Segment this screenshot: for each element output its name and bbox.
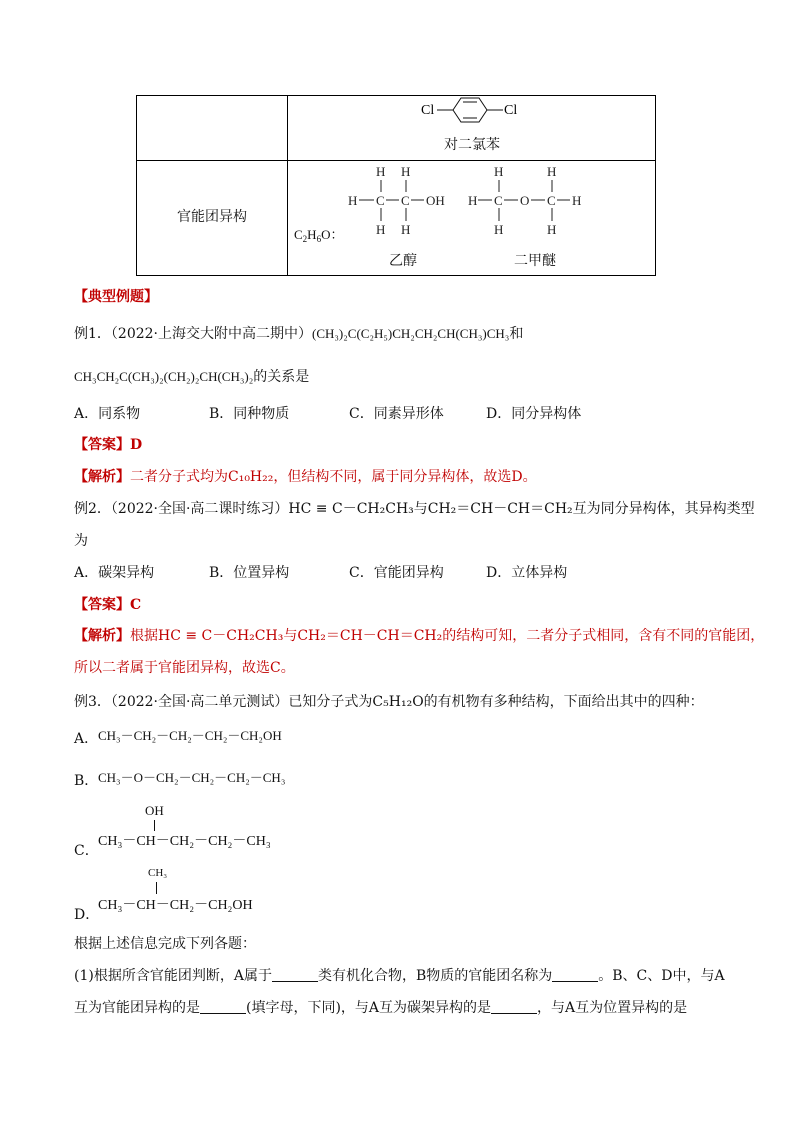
ex2-option-d: D．立体异构 xyxy=(486,565,568,581)
ex1-option-b: B．同种物质 xyxy=(209,406,290,422)
ex3-q1-part-e: (填字母，下同)，与A互为碳架异构的是 xyxy=(246,1000,492,1016)
ethanol-structure xyxy=(344,160,454,240)
ex1-analysis xyxy=(74,466,537,486)
ex3-a-formula: CH₃－CH₂－CH₂－CH₂－CH₂OH xyxy=(98,728,282,743)
ex3-d-bond xyxy=(156,882,157,894)
ex3-a-label: A． xyxy=(74,731,99,747)
ex2-analysis-line1 xyxy=(74,625,764,645)
ex2-answer: 【答案】C xyxy=(74,597,142,613)
ex3-c-formula: CH₃－CH－CH₂－CH₂－CH₃ xyxy=(98,834,271,849)
ex3-q1-part-a: (1)根据所含官能团判断，A属于 xyxy=(74,968,272,984)
ex3-c-oh: OH xyxy=(145,803,164,818)
dichlorobenzene-structure xyxy=(415,96,535,126)
ether-c2: C xyxy=(547,193,556,208)
formula-c-sub: 2 xyxy=(302,234,308,244)
ex3-b-label: B． xyxy=(74,773,99,789)
ether-h-top2: H xyxy=(547,164,557,179)
cl-left-label: Cl xyxy=(421,103,435,118)
ex3-q1-part-f: ，与A互为位置异构的是 xyxy=(537,1000,688,1016)
dimethyl-ether-structure xyxy=(466,160,590,240)
ex1-source: 例1．（2022·上海交大附中高二期中） xyxy=(74,326,312,342)
ex2-analysis-text1: 根据HC ≡ C－CH₂CH₃与CH₂＝CH－CH＝CH₂的结构可知，二者分子式相同，含有不同的官能团， xyxy=(130,628,765,644)
answer-blank-1[interactable] xyxy=(272,967,318,982)
ethanol-h-bottom1: H xyxy=(376,222,386,237)
ex1-option-d: D．同分异构体 xyxy=(486,406,582,422)
ex3-q1-line1 xyxy=(74,965,725,985)
ex3-q1-part-d: 互为官能团异构的是 xyxy=(74,1000,200,1016)
section-heading: 【典型例题】 xyxy=(74,289,158,305)
ex2-line2: 为 xyxy=(74,533,88,549)
ex1-line1 xyxy=(74,323,523,343)
ethanol-h-bottom2: H xyxy=(401,222,411,237)
ex1-analysis-text: 二者分子式均为C₁₀H₂₂，但结构不同，属于同分异构体，故选D。 xyxy=(130,469,537,485)
formula-o: O： xyxy=(321,227,344,242)
answer-blank-3[interactable] xyxy=(200,999,246,1014)
ex3-d-formula: CH₃－CH－CH₂－CH₂OH xyxy=(98,898,253,913)
ether-o: O xyxy=(520,193,530,208)
ex3-line1: 例3．（2022·全国·高二单元测试）已知分子式为C₅H₁₂O的有机物有多种结构，下面给出其中的四种： xyxy=(74,694,704,710)
functional-isomer-label: 官能团异构 xyxy=(177,209,247,225)
ex3-c-label: C． xyxy=(74,843,99,859)
ex3-d-ch3: CH₃ xyxy=(148,867,168,879)
ex1-line2 xyxy=(74,366,309,386)
ex3-q1-line2 xyxy=(74,997,687,1017)
molecular-formula-c2h6o xyxy=(294,224,343,243)
ex1-option-c: C．同素异形体 xyxy=(349,406,444,422)
ether-h-bottom1: H xyxy=(494,222,504,237)
ethanol-name: 乙醇 xyxy=(389,253,417,269)
formula-c: C xyxy=(294,227,303,242)
ex2-option-a: A．碳架异构 xyxy=(74,565,155,581)
ethanol-c2: C xyxy=(401,193,410,208)
ethanol-h-top2: H xyxy=(401,164,411,179)
ex3-d-label: D． xyxy=(74,907,100,923)
answer-blank-4[interactable] xyxy=(491,999,537,1014)
ex3-q1-part-b: 类有机化合物，B物质的官能团名称为 xyxy=(317,968,553,984)
answer-blank-2[interactable] xyxy=(552,967,598,982)
ex2-line1: 例2．（2022·全国·高二课时练习）HC ≡ C－CH₂CH₃与CH₂＝CH－CH＝CH₂互为同分异构体，其异构类型 xyxy=(74,501,755,517)
formula-h: H xyxy=(307,227,317,242)
dichlorobenzene-caption: 对二氯苯 xyxy=(444,137,500,153)
ex2-option-c: C．官能团异构 xyxy=(349,565,444,581)
ethanol-h-left: H xyxy=(348,193,358,208)
ex2-analysis-tag: 【解析】 xyxy=(74,628,130,644)
table-divider-vertical xyxy=(287,95,288,276)
ex3-q1-part-c: 。B、C、D中，与A xyxy=(598,968,725,984)
ether-h-bottom2: H xyxy=(547,222,557,237)
ex1-answer: 【答案】D xyxy=(74,437,143,453)
ex2-option-b: B．位置异构 xyxy=(209,565,290,581)
ex3-prompt: 根据上述信息完成下列各题： xyxy=(74,936,256,952)
formula-h-sub: 6 xyxy=(316,234,322,244)
ex1-formula2: CH₃CH₂C(CH₃)₂(CH₂)₂CH(CH₃)₂ xyxy=(74,369,254,384)
ethanol-h-top1: H xyxy=(376,164,386,179)
ex3-b-formula: CH₃－O－CH₂－CH₂－CH₂－CH₃ xyxy=(98,770,286,785)
dimethyl-ether-name: 二甲醚 xyxy=(514,253,556,269)
ether-c1: C xyxy=(494,193,503,208)
ether-h-left: H xyxy=(468,193,478,208)
ex2-analysis-line2: 所以二者属于官能团异构，故选C。 xyxy=(74,660,295,676)
ether-h-top1: H xyxy=(494,164,504,179)
ex1-option-a: A．同系物 xyxy=(74,406,141,422)
cl-right-label: Cl xyxy=(504,103,518,118)
ethanol-c1: C xyxy=(376,193,385,208)
ex1-question: 的关系是 xyxy=(253,369,310,385)
ether-h-right: H xyxy=(572,193,582,208)
ex1-analysis-tag: 【解析】 xyxy=(74,469,130,485)
ex1-and: 和 xyxy=(509,326,524,342)
ethanol-oh: OH xyxy=(426,193,445,208)
ex1-formula1: (CH₃)₂C(C₂H₅)CH₂CH₂CH(CH₃)CH₃ xyxy=(312,326,510,341)
